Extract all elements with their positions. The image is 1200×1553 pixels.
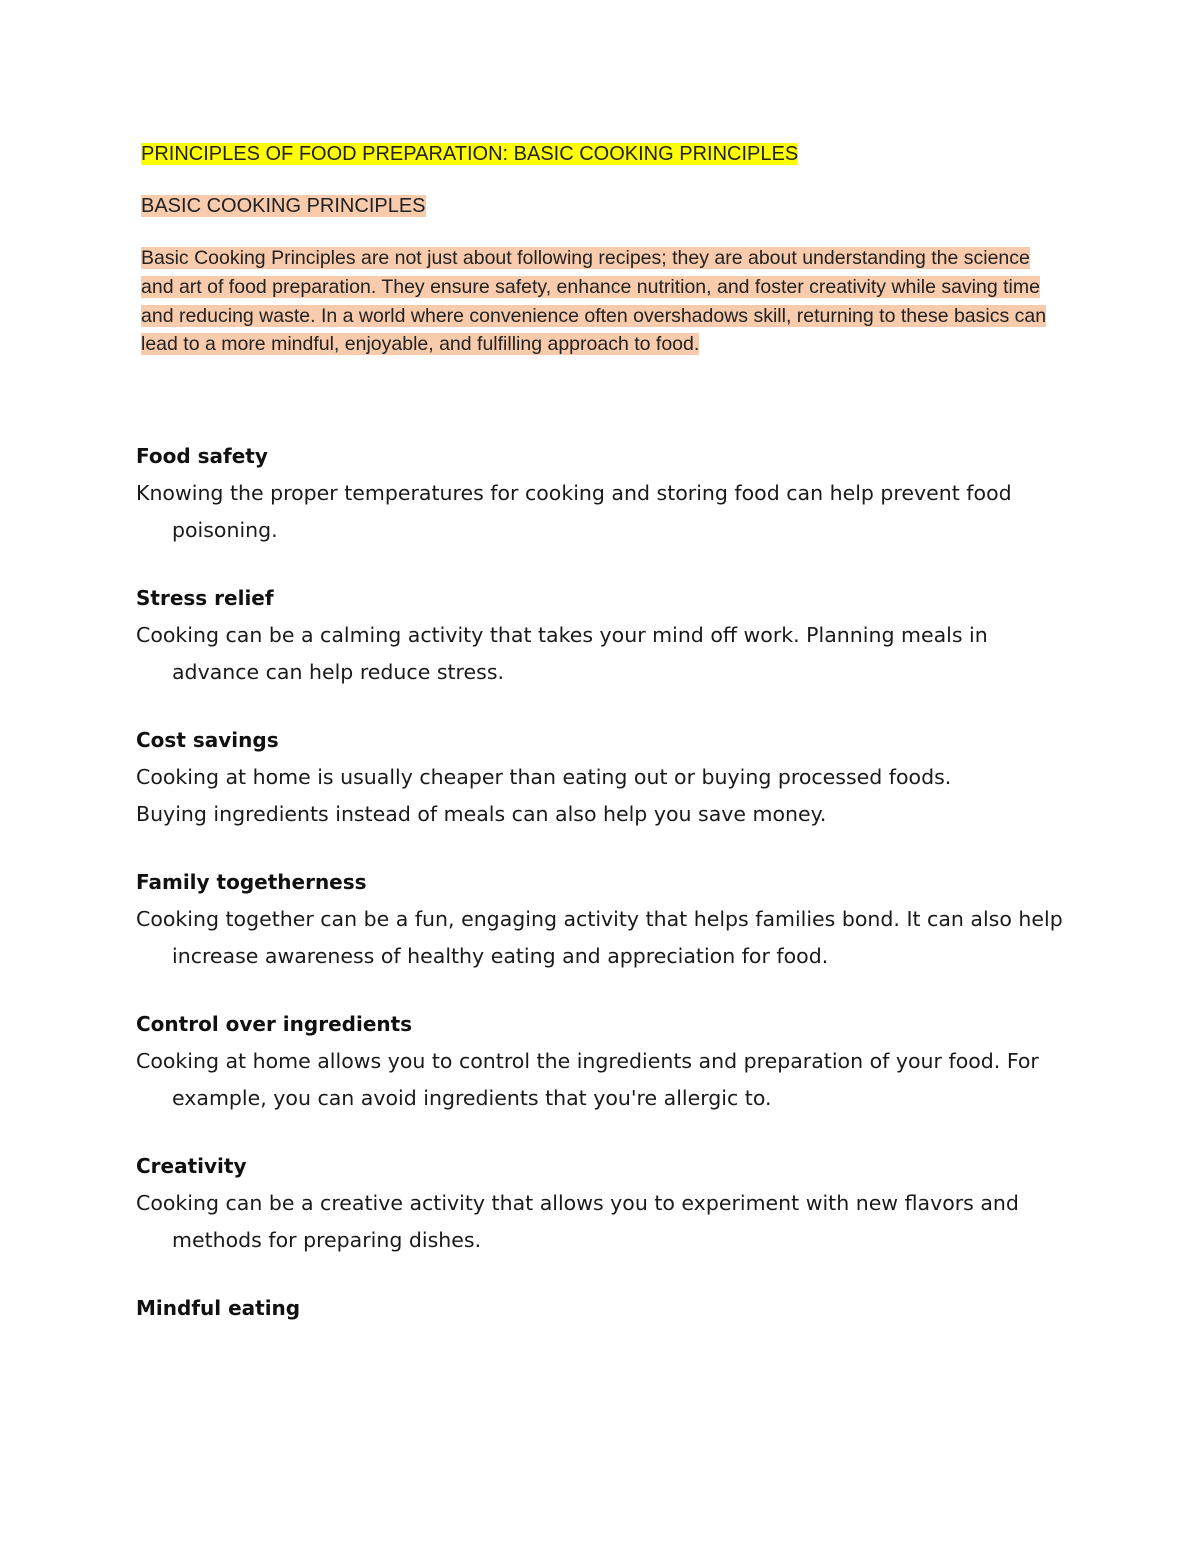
section-food-safety [136,441,1076,549]
section-heading: Stress relief [136,586,274,610]
section-heading: Mindful eating [136,1296,301,1320]
section-body: Cooking at home is usually cheaper than eating out or buying processed foods. [136,765,952,789]
section-heading: Family togetherness [136,870,367,894]
section-heading: Cost savings [136,728,279,752]
section-creativity [136,1151,1076,1259]
section-family-togetherness [136,867,1076,975]
title-highlight: PRINCIPLES OF FOOD PREPARATION: BASIC COOKING PRINCIPLES [141,143,799,165]
intro-paragraph [141,244,1051,359]
section-cost-savings [136,725,1076,833]
section-heading: Food safety [136,444,268,468]
subtitle-highlight: BASIC COOKING PRINCIPLES [141,195,426,217]
intro-highlight: Basic Cooking Principles are not just about following recipes; they are about understanding the science and art of food preparation. They ensure safety, enhance nutrition, and foster creativity while saving time and reducing waste. In a world where convenience often overshadows skill, returning to these basics can lead to a more mindful, enjoyable, and fulfilling approach to food. [141,247,1047,356]
document-subtitle [141,193,426,219]
section-body: Cooking can be a creative activity that allows you to experiment with new flavors and methods for preparing dishes. [136,1191,1019,1252]
section-body: Cooking at home allows you to control the ingredients and preparation of your food. For example, you can avoid ingredients that you're allergic to. [136,1049,1039,1110]
section-stress-relief [136,583,1076,691]
section-heading: Creativity [136,1154,247,1178]
section-mindful-eating [136,1293,1076,1323]
section-body: Cooking together can be a fun, engaging activity that helps families bond. It can also help increase awareness of healthy eating and appreciation for food. [136,907,1063,968]
section-body: Knowing the proper temperatures for cooking and storing food can help prevent food poisoning. [136,481,1012,542]
section-body: Cooking can be a calming activity that takes your mind off work. Planning meals in advance can help reduce stress. [136,623,988,684]
section-heading: Control over ingredients [136,1012,413,1036]
document-title [141,141,798,167]
section-control-over-ingredients [136,1009,1076,1117]
sections-list [136,441,1076,1357]
section-body-second: Buying ingredients instead of meals can also help you save money. [136,802,827,826]
